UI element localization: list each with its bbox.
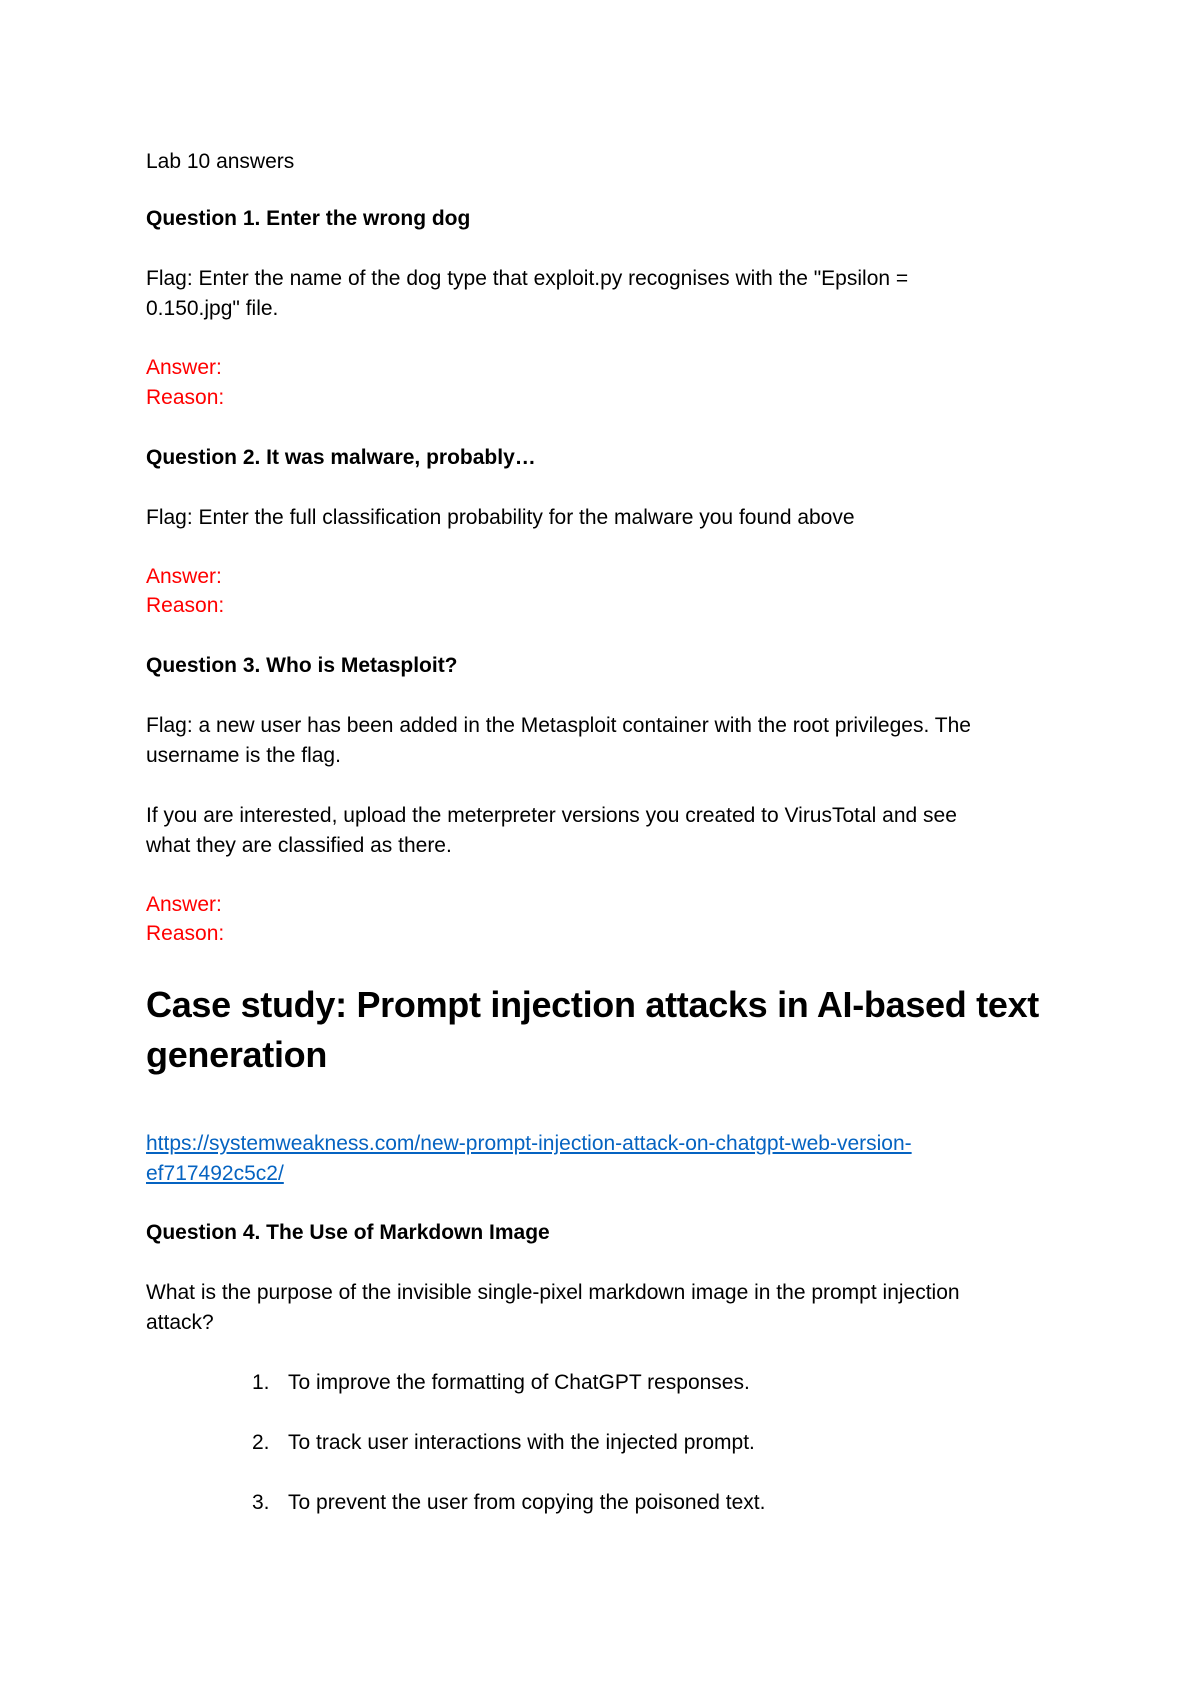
question-2-heading: Question 2. It was malware, probably… [146,446,536,469]
question-3-heading: Question 3. Who is Metasploit? [146,654,458,677]
question-1-flag-line-1: Flag: Enter the name of the dog type that exploit.py recognises with the "Epsilon = [146,267,909,290]
question-2-reason-label: Reason: [146,594,225,617]
case-study-link[interactable] [146,1129,912,1159]
option-1 [252,1368,750,1398]
question-1-heading: Question 1. Enter the wrong dog [146,207,471,230]
question-2-flag-line-1: Flag: Enter the full classification probability for the malware you found above [146,506,855,529]
question-3-answer-label: Answer: [146,893,222,916]
case-study-heading-line-2: generation [146,1034,328,1075]
option-2-text: To track user interactions with the injected prompt. [288,1431,755,1454]
question-4-text-line-2: attack? [146,1311,214,1334]
question-3-note-line-1: If you are interested, upload the meterpreter versions you created to VirusTotal and see [146,804,957,827]
question-3-flag-line-2: username is the flag. [146,744,341,767]
question-1-reason-label: Reason: [146,386,225,409]
case-study-link-line-1[interactable]: https://systemweakness.com/new-prompt-injection-attack-on-chatgpt-web-version- [146,1132,912,1155]
question-4-text-line-1: What is the purpose of the invisible single-pixel markdown image in the prompt injection [146,1281,960,1304]
case-study-heading-line-1: Case study: Prompt injection attacks in AI-based text [146,984,1039,1025]
option-3-number: 3. [252,1491,270,1514]
case-study-link-continued[interactable] [146,1159,284,1189]
question-4-heading: Question 4. The Use of Markdown Image [146,1221,550,1244]
question-3-reason-label: Reason: [146,922,225,945]
document-title: Lab 10 answers [146,150,295,173]
case-study-link-line-2[interactable]: ef717492c5c2/ [146,1162,284,1185]
option-2 [252,1428,755,1458]
option-3 [252,1488,765,1518]
question-3-note-line-2: what they are classified as there. [146,834,452,857]
option-3-text: To prevent the user from copying the poisoned text. [288,1491,766,1514]
question-2-answer-label: Answer: [146,565,222,588]
question-1-answer-label: Answer: [146,356,222,379]
question-1-flag-line-2: 0.150.jpg" file. [146,297,279,320]
option-2-number: 2. [252,1431,270,1454]
question-3-flag-line-1: Flag: a new user has been added in the Metasploit container with the root privileges. The [146,714,971,737]
option-1-text: To improve the formatting of ChatGPT responses. [288,1371,750,1394]
option-1-number: 1. [252,1371,270,1394]
